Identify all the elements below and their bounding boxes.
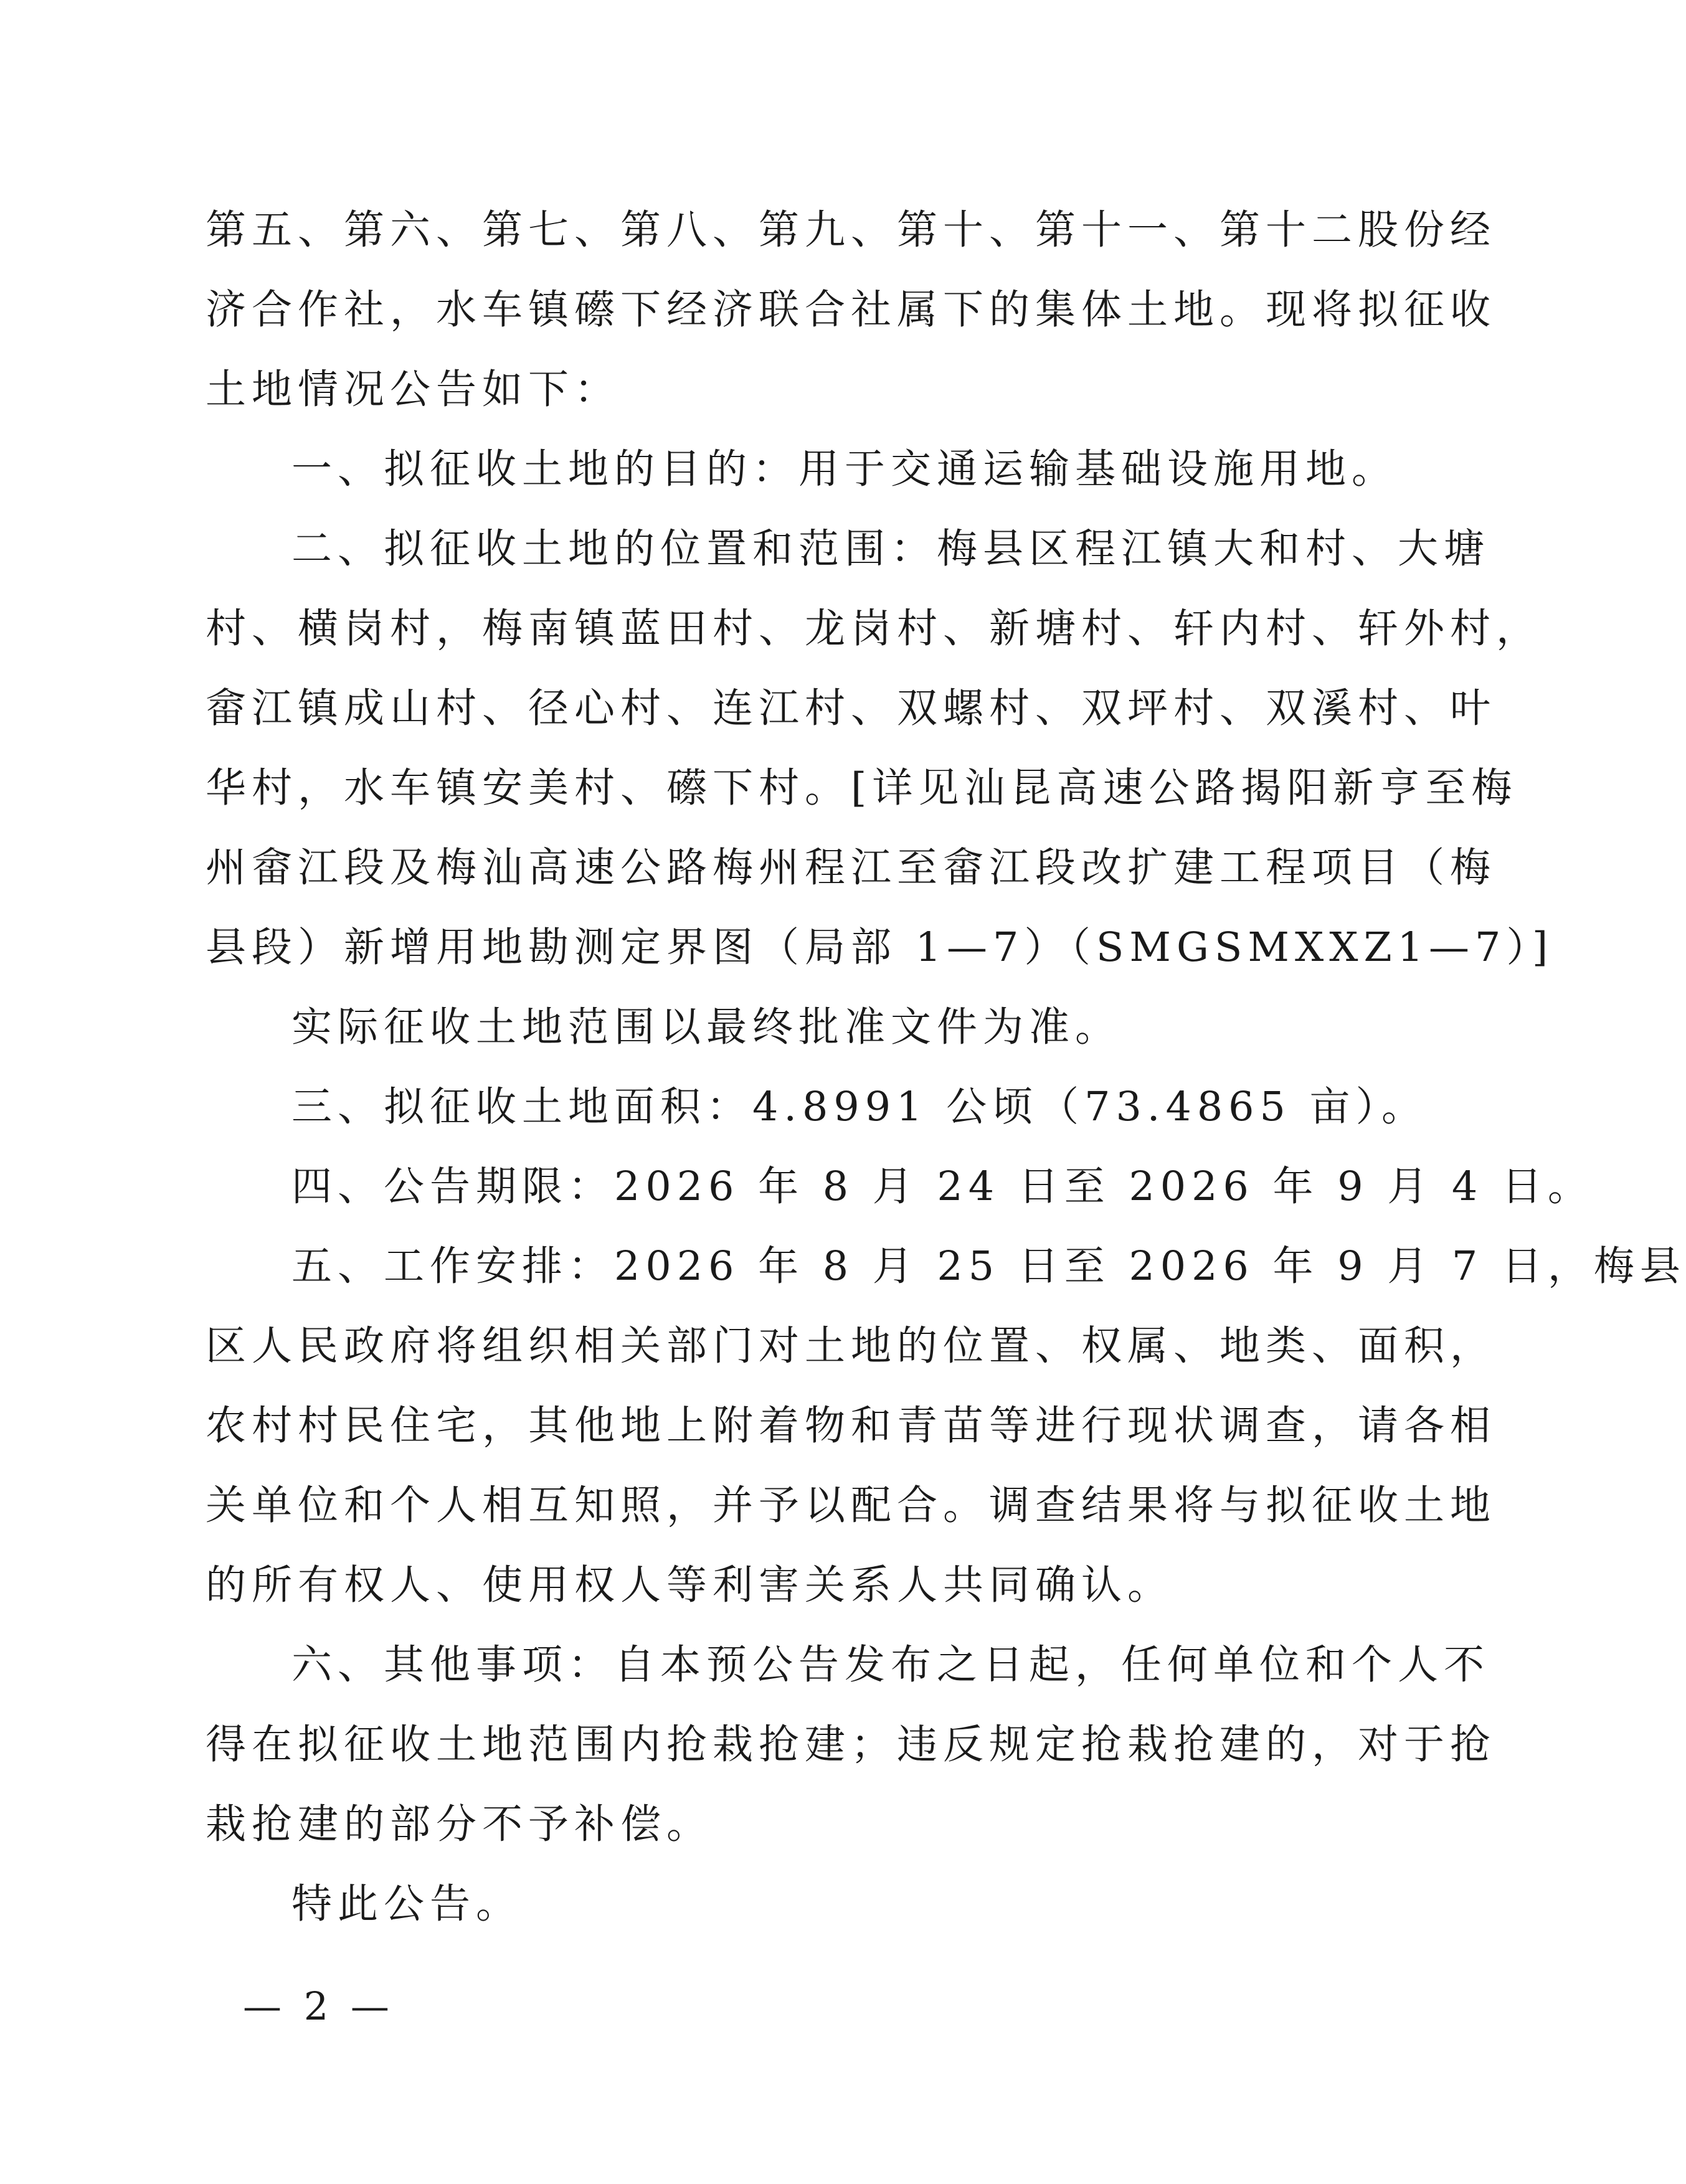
text-line: 畲江镇成山村、径心村、连江村、双螺村、双坪村、双溪村、叶	[206, 685, 1497, 732]
text-line: 第五、第六、第七、第八、第九、第十、第十一、第十二股份经	[206, 207, 1497, 253]
text-line: 区人民政府将组织相关部门对土地的位置、权属、地类、面积，	[206, 1323, 1497, 1369]
paragraph-scope-note: 实际征收土地范围以最终批准文件为准。	[291, 1004, 1122, 1051]
text-line: 华村，水车镇安美村、礤下村。[详见汕昆高速公路揭阳新亨至梅	[206, 765, 1518, 811]
text-line: 济合作社，水车镇礤下经济联合社属下的集体土地。现将拟征收	[206, 286, 1497, 333]
closing-statement: 特此公告。	[291, 1881, 523, 1927]
paragraph-other-matters: 六、其他事项：自本预公告发布之日起，任何单位和个人不	[291, 1642, 1490, 1688]
paragraph-area: 三、拟征收土地面积：4.8991 公顷（73.4865 亩）。	[291, 1084, 1428, 1130]
text-line: 栽抢建的部分不予补偿。	[206, 1801, 713, 1848]
text-line: 村、横岗村，梅南镇蓝田村、龙岗村、新塘村、轩内村、轩外村，	[206, 605, 1543, 652]
paragraph-purpose: 一、拟征收土地的目的：用于交通运输基础设施用地。	[291, 446, 1398, 493]
text-line: 的所有权人、使用权人等利害关系人共同确认。	[206, 1562, 1174, 1609]
text-line: 县段）新增用地勘测定界图（局部 1—7）（SMGSMXXZ1—7）]	[206, 924, 1554, 971]
text-line: 土地情况公告如下：	[206, 366, 621, 413]
paragraph-work-arrangement: 五、工作安排：2026 年 8 月 25 日至 2026 年 9 月 7 日，梅县	[291, 1243, 1686, 1290]
paragraph-notice-period: 四、公告期限：2026 年 8 月 24 日至 2026 年 9 月 4 日。	[291, 1163, 1594, 1210]
paragraph-location: 二、拟征收土地的位置和范围：梅县区程江镇大和村、大塘	[291, 526, 1490, 572]
text-line: 得在拟征收土地范围内抢栽抢建；违反规定抢栽抢建的，对于抢	[206, 1721, 1497, 1768]
text-line: 关单位和个人相互知照，并予以配合。调查结果将与拟征收土地	[206, 1482, 1497, 1529]
page-number: — 2 —	[243, 1983, 394, 2029]
text-line: 农村村民住宅，其他地上附着物和青苗等进行现状调查，请各相	[206, 1402, 1497, 1449]
text-line: 州畲江段及梅汕高速公路梅州程江至畲江段改扩建工程项目（梅	[206, 844, 1497, 891]
